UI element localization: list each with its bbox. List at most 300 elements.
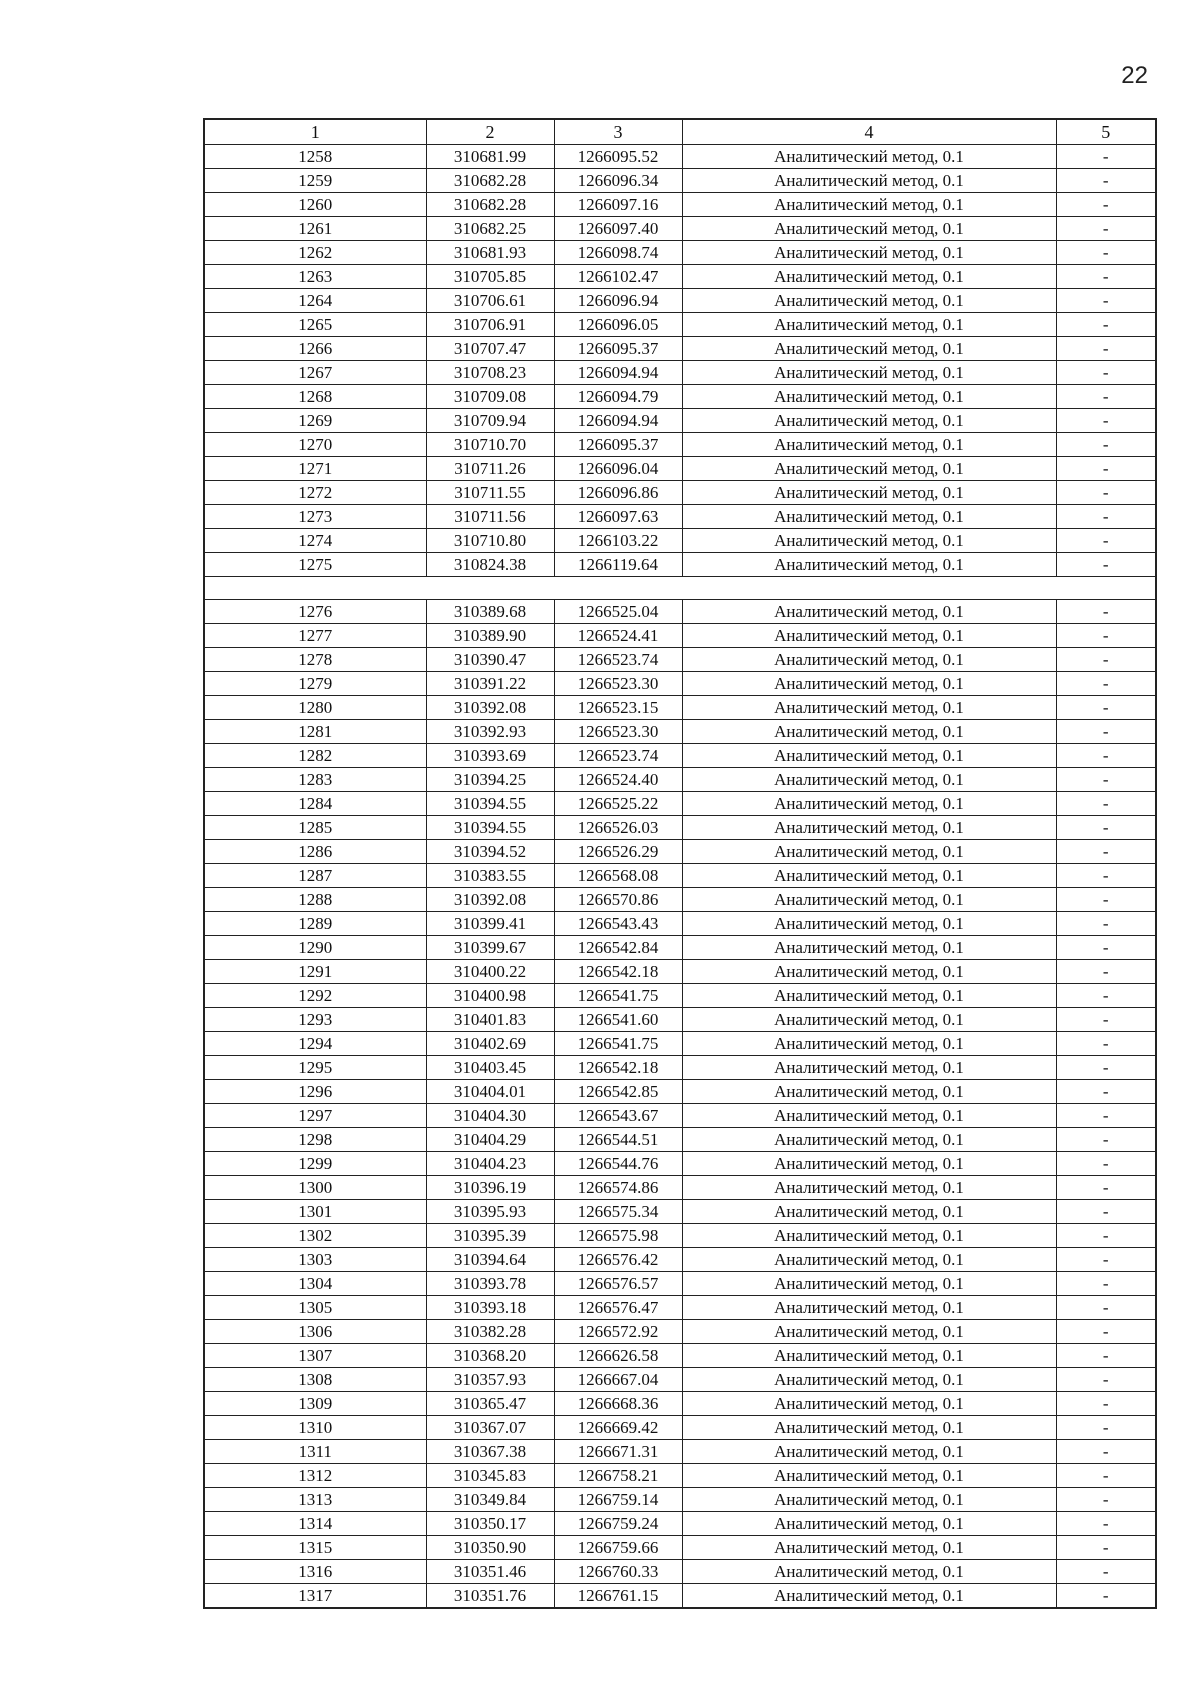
y-coordinate-cell: 1266759.24	[554, 1512, 682, 1536]
method-cell: Аналитический метод, 0.1	[682, 337, 1056, 361]
point-number-cell: 1288	[204, 888, 426, 912]
note-cell: -	[1056, 1440, 1156, 1464]
note-cell: -	[1056, 1416, 1156, 1440]
method-cell: Аналитический метод, 0.1	[682, 1536, 1056, 1560]
table-row	[204, 1224, 1156, 1248]
y-coordinate-cell: 1266758.21	[554, 1464, 682, 1488]
point-number-cell: 1267	[204, 361, 426, 385]
note-cell: -	[1056, 481, 1156, 505]
y-coordinate-cell: 1266525.22	[554, 792, 682, 816]
x-coordinate-cell: 310681.93	[426, 241, 554, 265]
note-cell: -	[1056, 720, 1156, 744]
method-cell: Аналитический метод, 0.1	[682, 433, 1056, 457]
x-coordinate-cell: 310395.93	[426, 1200, 554, 1224]
method-cell: Аналитический метод, 0.1	[682, 1320, 1056, 1344]
table-row	[204, 1440, 1156, 1464]
note-cell: -	[1056, 984, 1156, 1008]
y-coordinate-cell: 1266570.86	[554, 888, 682, 912]
y-coordinate-cell: 1266096.86	[554, 481, 682, 505]
method-cell: Аналитический метод, 0.1	[682, 672, 1056, 696]
method-cell: Аналитический метод, 0.1	[682, 529, 1056, 553]
method-cell: Аналитический метод, 0.1	[682, 648, 1056, 672]
x-coordinate-cell: 310345.83	[426, 1464, 554, 1488]
x-coordinate-cell: 310390.47	[426, 648, 554, 672]
x-coordinate-cell: 310367.38	[426, 1440, 554, 1464]
point-number-cell: 1285	[204, 816, 426, 840]
x-coordinate-cell: 310711.56	[426, 505, 554, 529]
point-number-cell: 1315	[204, 1536, 426, 1560]
note-cell: -	[1056, 1584, 1156, 1609]
point-number-cell: 1290	[204, 936, 426, 960]
x-coordinate-cell: 310394.52	[426, 840, 554, 864]
method-cell: Аналитический метод, 0.1	[682, 960, 1056, 984]
method-cell: Аналитический метод, 0.1	[682, 936, 1056, 960]
y-coordinate-cell: 1266095.37	[554, 433, 682, 457]
table-header-row	[204, 119, 1156, 145]
y-coordinate-cell: 1266097.40	[554, 217, 682, 241]
note-cell: -	[1056, 145, 1156, 169]
y-coordinate-cell: 1266523.30	[554, 720, 682, 744]
y-coordinate-cell: 1266761.15	[554, 1584, 682, 1609]
point-number-cell: 1263	[204, 265, 426, 289]
note-cell: -	[1056, 1512, 1156, 1536]
table-row	[204, 1200, 1156, 1224]
note-cell: -	[1056, 169, 1156, 193]
y-coordinate-cell: 1266525.04	[554, 600, 682, 624]
x-coordinate-cell: 310395.39	[426, 1224, 554, 1248]
note-cell: -	[1056, 768, 1156, 792]
y-coordinate-cell: 1266095.37	[554, 337, 682, 361]
column-header-4: 4	[682, 119, 1056, 145]
note-cell: -	[1056, 1392, 1156, 1416]
x-coordinate-cell: 310706.61	[426, 289, 554, 313]
y-coordinate-cell: 1266095.52	[554, 145, 682, 169]
y-coordinate-cell: 1266102.47	[554, 265, 682, 289]
point-number-cell: 1279	[204, 672, 426, 696]
table-row	[204, 1536, 1156, 1560]
y-coordinate-cell: 1266626.58	[554, 1344, 682, 1368]
x-coordinate-cell: 310389.90	[426, 624, 554, 648]
method-cell: Аналитический метод, 0.1	[682, 1128, 1056, 1152]
point-number-cell: 1269	[204, 409, 426, 433]
x-coordinate-cell: 310711.55	[426, 481, 554, 505]
table-body	[204, 119, 1156, 1608]
note-cell: -	[1056, 1272, 1156, 1296]
point-number-cell: 1293	[204, 1008, 426, 1032]
point-number-cell: 1303	[204, 1248, 426, 1272]
point-number-cell: 1297	[204, 1104, 426, 1128]
method-cell: Аналитический метод, 0.1	[682, 1152, 1056, 1176]
point-number-cell: 1275	[204, 553, 426, 577]
x-coordinate-cell: 310367.07	[426, 1416, 554, 1440]
y-coordinate-cell: 1266668.36	[554, 1392, 682, 1416]
x-coordinate-cell: 310393.18	[426, 1296, 554, 1320]
y-coordinate-cell: 1266526.03	[554, 816, 682, 840]
table-row	[204, 505, 1156, 529]
method-cell: Аналитический метод, 0.1	[682, 457, 1056, 481]
table-row	[204, 600, 1156, 624]
x-coordinate-cell: 310351.46	[426, 1560, 554, 1584]
method-cell: Аналитический метод, 0.1	[682, 864, 1056, 888]
table-row	[204, 1248, 1156, 1272]
method-cell: Аналитический метод, 0.1	[682, 409, 1056, 433]
table-row	[204, 1584, 1156, 1609]
note-cell: -	[1056, 1488, 1156, 1512]
method-cell: Аналитический метод, 0.1	[682, 792, 1056, 816]
method-cell: Аналитический метод, 0.1	[682, 193, 1056, 217]
note-cell: -	[1056, 241, 1156, 265]
point-number-cell: 1308	[204, 1368, 426, 1392]
note-cell: -	[1056, 696, 1156, 720]
table-row	[204, 1008, 1156, 1032]
method-cell: Аналитический метод, 0.1	[682, 840, 1056, 864]
table-row	[204, 768, 1156, 792]
table-row	[204, 313, 1156, 337]
column-header-1: 1	[204, 119, 426, 145]
point-number-cell: 1277	[204, 624, 426, 648]
note-cell: -	[1056, 792, 1156, 816]
y-coordinate-cell: 1266094.79	[554, 385, 682, 409]
note-cell: -	[1056, 840, 1156, 864]
method-cell: Аналитический метод, 0.1	[682, 1392, 1056, 1416]
method-cell: Аналитический метод, 0.1	[682, 744, 1056, 768]
method-cell: Аналитический метод, 0.1	[682, 1440, 1056, 1464]
x-coordinate-cell: 310392.08	[426, 696, 554, 720]
method-cell: Аналитический метод, 0.1	[682, 553, 1056, 577]
table-row	[204, 385, 1156, 409]
table-row	[204, 1152, 1156, 1176]
point-number-cell: 1294	[204, 1032, 426, 1056]
method-cell: Аналитический метод, 0.1	[682, 888, 1056, 912]
note-cell: -	[1056, 529, 1156, 553]
table-row	[204, 936, 1156, 960]
table-row	[204, 1368, 1156, 1392]
method-cell: Аналитический метод, 0.1	[682, 385, 1056, 409]
note-cell: -	[1056, 1200, 1156, 1224]
method-cell: Аналитический метод, 0.1	[682, 816, 1056, 840]
method-cell: Аналитический метод, 0.1	[682, 984, 1056, 1008]
x-coordinate-cell: 310404.01	[426, 1080, 554, 1104]
point-number-cell: 1271	[204, 457, 426, 481]
table-row	[204, 840, 1156, 864]
x-coordinate-cell: 310400.22	[426, 960, 554, 984]
method-cell: Аналитический метод, 0.1	[682, 720, 1056, 744]
y-coordinate-cell: 1266575.98	[554, 1224, 682, 1248]
table-row	[204, 529, 1156, 553]
y-coordinate-cell: 1266543.43	[554, 912, 682, 936]
table-row	[204, 433, 1156, 457]
point-number-cell: 1312	[204, 1464, 426, 1488]
y-coordinate-cell: 1266541.60	[554, 1008, 682, 1032]
x-coordinate-cell: 310400.98	[426, 984, 554, 1008]
x-coordinate-cell: 310394.55	[426, 792, 554, 816]
column-header-3: 3	[554, 119, 682, 145]
point-number-cell: 1317	[204, 1584, 426, 1609]
y-coordinate-cell: 1266572.92	[554, 1320, 682, 1344]
x-coordinate-cell: 310350.17	[426, 1512, 554, 1536]
point-number-cell: 1266	[204, 337, 426, 361]
point-number-cell: 1310	[204, 1416, 426, 1440]
y-coordinate-cell: 1266524.40	[554, 768, 682, 792]
table-row	[204, 1080, 1156, 1104]
coordinates-table	[203, 118, 1157, 1609]
x-coordinate-cell: 310708.23	[426, 361, 554, 385]
point-number-cell: 1262	[204, 241, 426, 265]
note-cell: -	[1056, 1104, 1156, 1128]
table-row	[204, 1344, 1156, 1368]
table-row	[204, 553, 1156, 577]
y-coordinate-cell: 1266096.04	[554, 457, 682, 481]
table-row	[204, 193, 1156, 217]
y-coordinate-cell: 1266541.75	[554, 1032, 682, 1056]
y-coordinate-cell: 1266523.15	[554, 696, 682, 720]
point-number-cell: 1260	[204, 193, 426, 217]
x-coordinate-cell: 310392.93	[426, 720, 554, 744]
method-cell: Аналитический метод, 0.1	[682, 1224, 1056, 1248]
table-row	[204, 912, 1156, 936]
x-coordinate-cell: 310394.55	[426, 816, 554, 840]
point-number-cell: 1313	[204, 1488, 426, 1512]
note-cell: -	[1056, 744, 1156, 768]
note-cell: -	[1056, 337, 1156, 361]
x-coordinate-cell: 310403.45	[426, 1056, 554, 1080]
point-number-cell: 1287	[204, 864, 426, 888]
method-cell: Аналитический метод, 0.1	[682, 505, 1056, 529]
point-number-cell: 1305	[204, 1296, 426, 1320]
x-coordinate-cell: 310383.55	[426, 864, 554, 888]
table-row	[204, 217, 1156, 241]
group-separator-cell	[204, 577, 1156, 600]
point-number-cell: 1274	[204, 529, 426, 553]
table-row	[204, 888, 1156, 912]
table-row	[204, 720, 1156, 744]
table-row	[204, 1560, 1156, 1584]
table-row	[204, 1032, 1156, 1056]
table-row	[204, 145, 1156, 169]
y-coordinate-cell: 1266544.76	[554, 1152, 682, 1176]
point-number-cell: 1314	[204, 1512, 426, 1536]
method-cell: Аналитический метод, 0.1	[682, 289, 1056, 313]
y-coordinate-cell: 1266094.94	[554, 409, 682, 433]
table-row	[204, 792, 1156, 816]
method-cell: Аналитический метод, 0.1	[682, 1488, 1056, 1512]
x-coordinate-cell: 310394.25	[426, 768, 554, 792]
point-number-cell: 1292	[204, 984, 426, 1008]
note-cell: -	[1056, 1080, 1156, 1104]
method-cell: Аналитический метод, 0.1	[682, 768, 1056, 792]
y-coordinate-cell: 1266103.22	[554, 529, 682, 553]
method-cell: Аналитический метод, 0.1	[682, 313, 1056, 337]
note-cell: -	[1056, 265, 1156, 289]
method-cell: Аналитический метод, 0.1	[682, 624, 1056, 648]
y-coordinate-cell: 1266568.08	[554, 864, 682, 888]
page-number: 22	[1121, 62, 1148, 89]
x-coordinate-cell: 310350.90	[426, 1536, 554, 1560]
x-coordinate-cell: 310349.84	[426, 1488, 554, 1512]
y-coordinate-cell: 1266541.75	[554, 984, 682, 1008]
method-cell: Аналитический метод, 0.1	[682, 1056, 1056, 1080]
point-number-cell: 1296	[204, 1080, 426, 1104]
point-number-cell: 1304	[204, 1272, 426, 1296]
x-coordinate-cell: 310709.94	[426, 409, 554, 433]
table-row	[204, 1488, 1156, 1512]
x-coordinate-cell: 310396.19	[426, 1176, 554, 1200]
point-number-cell: 1298	[204, 1128, 426, 1152]
table-row	[204, 1296, 1156, 1320]
table-row	[204, 337, 1156, 361]
x-coordinate-cell: 310709.08	[426, 385, 554, 409]
note-cell: -	[1056, 600, 1156, 624]
x-coordinate-cell: 310351.76	[426, 1584, 554, 1609]
table-row	[204, 648, 1156, 672]
note-cell: -	[1056, 816, 1156, 840]
y-coordinate-cell: 1266542.18	[554, 1056, 682, 1080]
table-row	[204, 169, 1156, 193]
point-number-cell: 1311	[204, 1440, 426, 1464]
table-row	[204, 409, 1156, 433]
x-coordinate-cell: 310682.28	[426, 169, 554, 193]
point-number-cell: 1264	[204, 289, 426, 313]
y-coordinate-cell: 1266671.31	[554, 1440, 682, 1464]
y-coordinate-cell: 1266526.29	[554, 840, 682, 864]
y-coordinate-cell: 1266760.33	[554, 1560, 682, 1584]
y-coordinate-cell: 1266098.74	[554, 241, 682, 265]
point-number-cell: 1286	[204, 840, 426, 864]
table-row	[204, 289, 1156, 313]
y-coordinate-cell: 1266576.57	[554, 1272, 682, 1296]
table-row	[204, 960, 1156, 984]
x-coordinate-cell: 310706.91	[426, 313, 554, 337]
note-cell: -	[1056, 1176, 1156, 1200]
note-cell: -	[1056, 1128, 1156, 1152]
x-coordinate-cell: 310710.80	[426, 529, 554, 553]
table-row	[204, 672, 1156, 696]
y-coordinate-cell: 1266759.66	[554, 1536, 682, 1560]
method-cell: Аналитический метод, 0.1	[682, 1344, 1056, 1368]
y-coordinate-cell: 1266096.05	[554, 313, 682, 337]
x-coordinate-cell: 310399.41	[426, 912, 554, 936]
table-row	[204, 984, 1156, 1008]
x-coordinate-cell: 310368.20	[426, 1344, 554, 1368]
point-number-cell: 1276	[204, 600, 426, 624]
note-cell: -	[1056, 1152, 1156, 1176]
x-coordinate-cell: 310382.28	[426, 1320, 554, 1344]
x-coordinate-cell: 310402.69	[426, 1032, 554, 1056]
table-row	[204, 1128, 1156, 1152]
x-coordinate-cell: 310393.69	[426, 744, 554, 768]
x-coordinate-cell: 310682.25	[426, 217, 554, 241]
note-cell: -	[1056, 1368, 1156, 1392]
x-coordinate-cell: 310393.78	[426, 1272, 554, 1296]
method-cell: Аналитический метод, 0.1	[682, 1368, 1056, 1392]
y-coordinate-cell: 1266097.63	[554, 505, 682, 529]
y-coordinate-cell: 1266119.64	[554, 553, 682, 577]
point-number-cell: 1268	[204, 385, 426, 409]
table-row	[204, 241, 1156, 265]
note-cell: -	[1056, 193, 1156, 217]
x-coordinate-cell: 310389.68	[426, 600, 554, 624]
point-number-cell: 1282	[204, 744, 426, 768]
table-row	[204, 1416, 1156, 1440]
point-number-cell: 1270	[204, 433, 426, 457]
x-coordinate-cell: 310824.38	[426, 553, 554, 577]
y-coordinate-cell: 1266096.34	[554, 169, 682, 193]
method-cell: Аналитический метод, 0.1	[682, 1008, 1056, 1032]
x-coordinate-cell: 310392.08	[426, 888, 554, 912]
point-number-cell: 1280	[204, 696, 426, 720]
table-row	[204, 1272, 1156, 1296]
method-cell: Аналитический метод, 0.1	[682, 1032, 1056, 1056]
y-coordinate-cell: 1266543.67	[554, 1104, 682, 1128]
method-cell: Аналитический метод, 0.1	[682, 1272, 1056, 1296]
method-cell: Аналитический метод, 0.1	[682, 265, 1056, 289]
x-coordinate-cell: 310404.30	[426, 1104, 554, 1128]
note-cell: -	[1056, 672, 1156, 696]
x-coordinate-cell: 310394.64	[426, 1248, 554, 1272]
table-row	[204, 1104, 1156, 1128]
point-number-cell: 1301	[204, 1200, 426, 1224]
note-cell: -	[1056, 457, 1156, 481]
method-cell: Аналитический метод, 0.1	[682, 912, 1056, 936]
y-coordinate-cell: 1266575.34	[554, 1200, 682, 1224]
point-number-cell: 1261	[204, 217, 426, 241]
y-coordinate-cell: 1266097.16	[554, 193, 682, 217]
note-cell: -	[1056, 1296, 1156, 1320]
point-number-cell: 1284	[204, 792, 426, 816]
x-coordinate-cell: 310391.22	[426, 672, 554, 696]
y-coordinate-cell: 1266576.47	[554, 1296, 682, 1320]
method-cell: Аналитический метод, 0.1	[682, 217, 1056, 241]
note-cell: -	[1056, 624, 1156, 648]
table-row	[204, 1464, 1156, 1488]
x-coordinate-cell: 310399.67	[426, 936, 554, 960]
y-coordinate-cell: 1266542.84	[554, 936, 682, 960]
x-coordinate-cell: 310707.47	[426, 337, 554, 361]
x-coordinate-cell: 310357.93	[426, 1368, 554, 1392]
table-row	[204, 744, 1156, 768]
table-row	[204, 1056, 1156, 1080]
table-row	[204, 265, 1156, 289]
table-row	[204, 1176, 1156, 1200]
note-cell: -	[1056, 1464, 1156, 1488]
point-number-cell: 1283	[204, 768, 426, 792]
point-number-cell: 1273	[204, 505, 426, 529]
y-coordinate-cell: 1266094.94	[554, 361, 682, 385]
method-cell: Аналитический метод, 0.1	[682, 1512, 1056, 1536]
table-row	[204, 864, 1156, 888]
note-cell: -	[1056, 433, 1156, 457]
x-coordinate-cell: 310681.99	[426, 145, 554, 169]
table-row	[204, 1512, 1156, 1536]
point-number-cell: 1302	[204, 1224, 426, 1248]
method-cell: Аналитический метод, 0.1	[682, 1584, 1056, 1609]
note-cell: -	[1056, 1008, 1156, 1032]
table-row	[204, 1320, 1156, 1344]
x-coordinate-cell: 310710.70	[426, 433, 554, 457]
note-cell: -	[1056, 912, 1156, 936]
point-number-cell: 1265	[204, 313, 426, 337]
point-number-cell: 1259	[204, 169, 426, 193]
method-cell: Аналитический метод, 0.1	[682, 1464, 1056, 1488]
table-row	[204, 624, 1156, 648]
note-cell: -	[1056, 385, 1156, 409]
note-cell: -	[1056, 1344, 1156, 1368]
y-coordinate-cell: 1266523.74	[554, 648, 682, 672]
note-cell: -	[1056, 361, 1156, 385]
note-cell: -	[1056, 1536, 1156, 1560]
note-cell: -	[1056, 313, 1156, 337]
method-cell: Аналитический метод, 0.1	[682, 696, 1056, 720]
